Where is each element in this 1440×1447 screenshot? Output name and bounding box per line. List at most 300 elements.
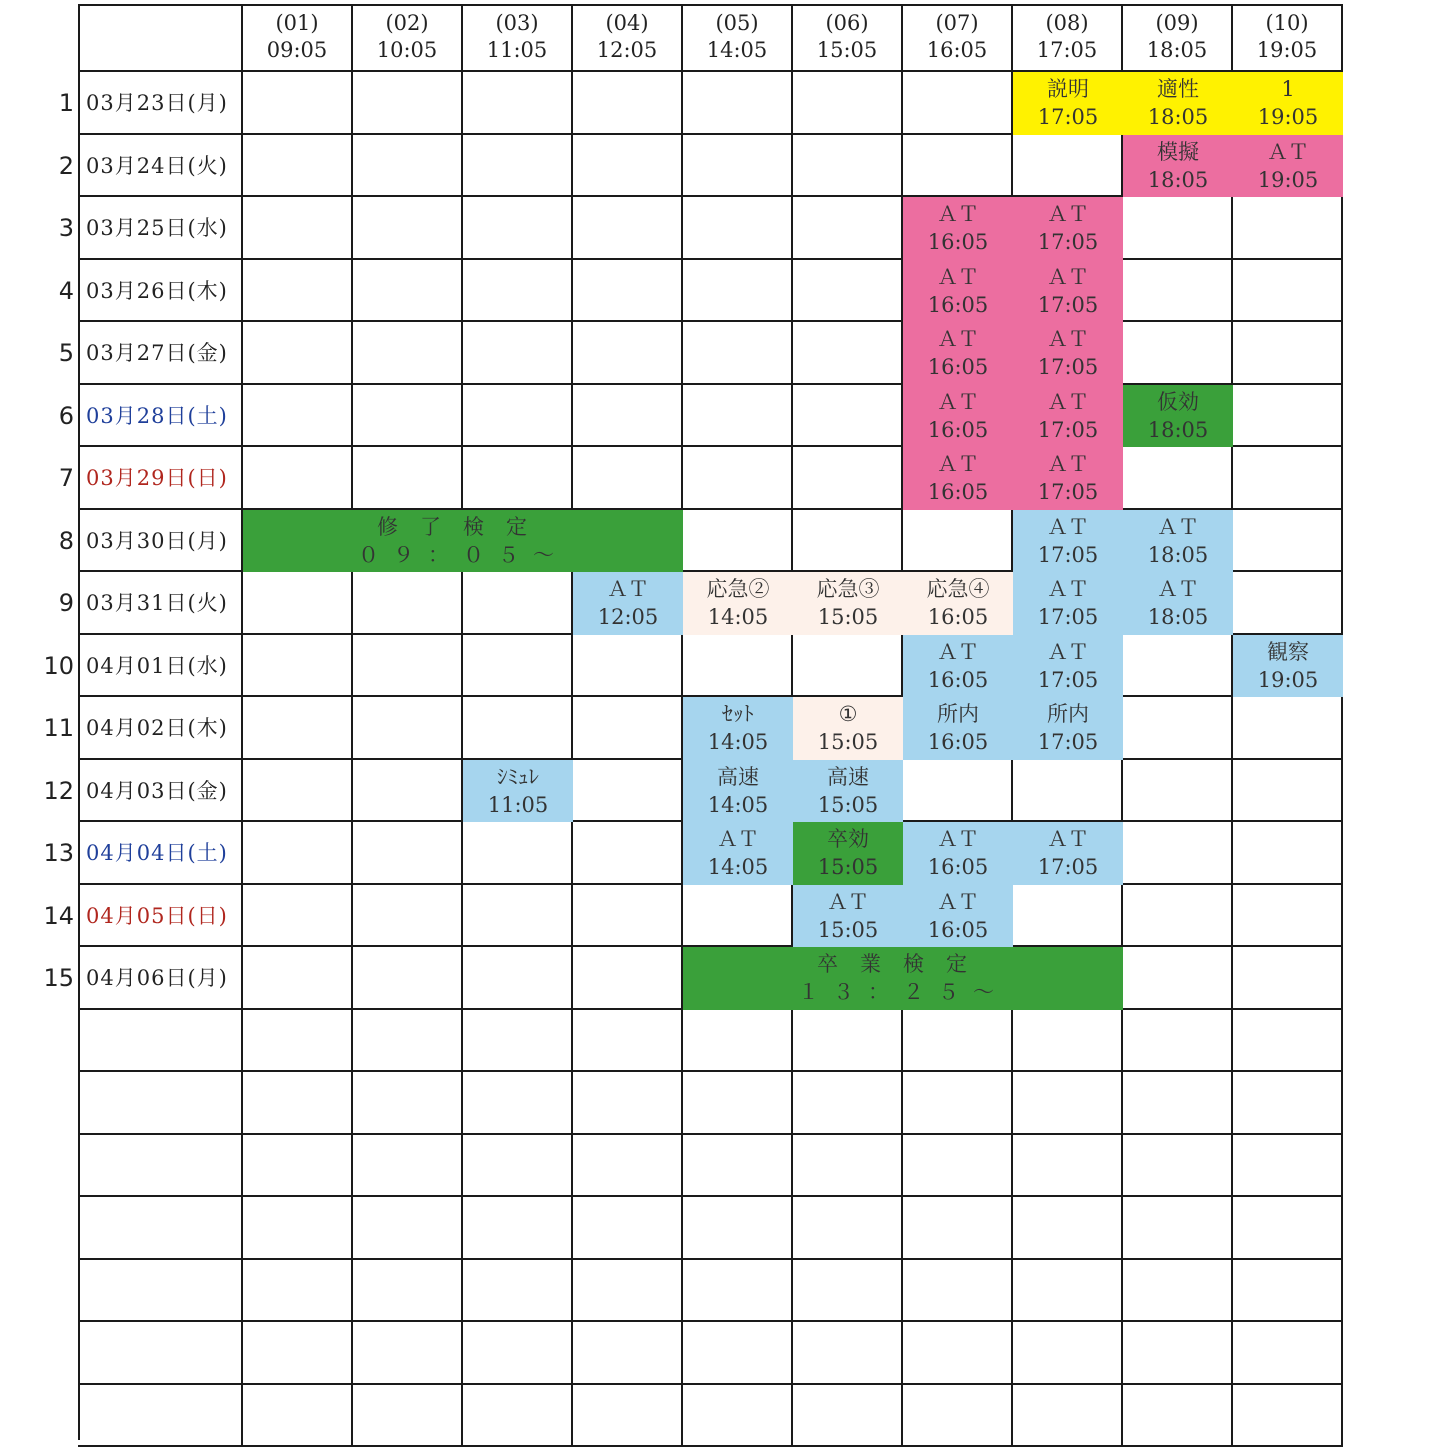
slot-cell[interactable] [1233,447,1343,510]
lesson-time: 16:05 [928,291,989,319]
slot-cell[interactable] [1123,1260,1233,1323]
lesson-block[interactable] [1233,135,1343,198]
lesson-block[interactable] [1123,572,1233,635]
slot-cell[interactable] [463,385,573,448]
slot-cell[interactable] [793,510,903,573]
period-header [903,4,1013,72]
slot-cell[interactable] [463,1072,573,1135]
slot-cell[interactable] [1233,885,1343,948]
slot-cell[interactable] [463,197,573,260]
period-header [1123,4,1233,72]
slot-cell[interactable] [903,135,1013,198]
date-cell: 03月30日(月) [78,510,243,573]
slot-cell[interactable] [463,322,573,385]
slot-cell[interactable] [1233,1385,1343,1447]
period-header [463,4,573,72]
slot-cell[interactable] [1013,1135,1123,1198]
slot-cell[interactable] [463,260,573,323]
date-cell [78,1260,243,1323]
lesson-block[interactable] [1123,510,1233,573]
slot-cell[interactable] [243,885,353,948]
lesson-time: 18:05 [1148,416,1209,444]
lesson-block[interactable] [903,197,1013,260]
slot-cell[interactable] [1013,885,1123,948]
lesson-block[interactable] [1013,822,1123,885]
lesson-name: 修了検定 [377,513,549,541]
slot-cell[interactable] [573,260,683,323]
slot-cell[interactable] [793,1385,903,1447]
lesson-block[interactable] [1013,510,1123,573]
lesson-block[interactable] [683,697,793,760]
slot-cell[interactable] [683,1260,793,1323]
slot-cell[interactable] [1013,1322,1123,1385]
lesson-time: 15:05 [818,791,879,819]
slot-cell[interactable] [903,1385,1013,1447]
slot-cell[interactable] [1233,1197,1343,1260]
slot-cell[interactable] [1123,697,1233,760]
lesson-time: 19:05 [1258,666,1319,694]
slot-cell[interactable] [353,760,463,823]
slot-cell[interactable] [1233,510,1343,573]
slot-cell[interactable] [683,197,793,260]
lesson-name: ＡＴ [1047,388,1089,416]
lesson-block[interactable] [463,760,573,823]
lesson-time: 17:05 [1038,478,1099,506]
slot-cell[interactable] [1233,1260,1343,1323]
slot-cell[interactable] [573,72,683,135]
lesson-name: ＡＴ [1047,263,1089,291]
slot-cell[interactable] [353,135,463,198]
slot-cell[interactable] [683,260,793,323]
slot-cell[interactable] [1013,1385,1123,1447]
period-header [1233,4,1343,72]
slot-cell[interactable] [573,822,683,885]
slot-cell[interactable] [463,885,573,948]
slot-cell[interactable] [353,1197,463,1260]
lesson-time: 16:05 [928,916,989,944]
row-number: 7 [34,447,74,510]
slot-cell[interactable] [683,322,793,385]
slot-cell[interactable] [243,760,353,823]
slot-cell[interactable] [1123,1385,1233,1447]
lesson-block[interactable] [903,447,1013,510]
lesson-block[interactable] [903,885,1013,948]
row-number: 13 [34,822,74,885]
date-cell: 04月01日(水) [78,635,243,698]
slot-cell[interactable] [1123,947,1233,1010]
slot-cell[interactable] [1123,197,1233,260]
slot-cell[interactable] [243,1135,353,1198]
slot-cell[interactable] [243,197,353,260]
period-number: (05) [715,10,758,37]
lesson-block[interactable] [793,697,903,760]
slot-cell[interactable] [1233,322,1343,385]
date-cell: 03月28日(土) [78,385,243,448]
lesson-time: 14:05 [708,728,769,756]
slot-cell[interactable] [463,1010,573,1073]
slot-cell[interactable] [793,135,903,198]
slot-cell[interactable] [353,447,463,510]
slot-cell[interactable] [463,1260,573,1323]
slot-cell[interactable] [353,822,463,885]
lesson-name: ＡＴ [1047,450,1089,478]
lesson-name: ｼﾐｭﾚ [497,763,539,791]
slot-cell[interactable] [683,385,793,448]
slot-cell[interactable] [573,1135,683,1198]
lesson-time: 17:05 [1038,353,1099,381]
slot-cell[interactable] [573,135,683,198]
lesson-time: 11:05 [488,791,549,819]
slot-cell[interactable] [573,947,683,1010]
slot-cell[interactable] [1233,1135,1343,1198]
slot-cell[interactable] [1123,1072,1233,1135]
slot-cell[interactable] [573,322,683,385]
slot-cell[interactable] [903,1072,1013,1135]
lesson-block[interactable] [683,760,793,823]
slot-cell[interactable] [793,1260,903,1323]
slot-cell[interactable] [243,260,353,323]
slot-cell[interactable] [243,1260,353,1323]
slot-cell[interactable] [1233,1322,1343,1385]
slot-cell[interactable] [573,1197,683,1260]
lesson-time: 16:05 [928,228,989,256]
slot-cell[interactable] [243,1197,353,1260]
slot-cell[interactable] [1013,1010,1123,1073]
slot-cell[interactable] [353,1135,463,1198]
slot-cell[interactable] [1013,760,1123,823]
date-cell: 03月25日(水) [78,197,243,260]
lesson-block[interactable] [903,822,1013,885]
slot-cell[interactable] [683,1010,793,1073]
slot-cell[interactable] [1123,447,1233,510]
slot-cell[interactable] [1123,1197,1233,1260]
slot-cell[interactable] [243,635,353,698]
lesson-time: 19:05 [1258,166,1319,194]
lesson-block[interactable] [1123,135,1233,198]
slot-cell[interactable] [683,72,793,135]
slot-cell[interactable] [903,1135,1013,1198]
slot-cell[interactable] [1233,1010,1343,1073]
lesson-block[interactable] [1013,260,1123,323]
lesson-block[interactable] [1013,635,1123,698]
slot-cell[interactable] [1123,885,1233,948]
slot-cell[interactable] [353,260,463,323]
slot-cell[interactable] [353,322,463,385]
slot-cell[interactable] [353,1322,463,1385]
slot-cell[interactable] [793,322,903,385]
slot-cell[interactable] [353,1072,463,1135]
lesson-time: 15:05 [818,853,879,881]
lesson-time: 16:05 [928,353,989,381]
slot-cell[interactable] [1013,135,1123,198]
lesson-time: 18:05 [1148,603,1209,631]
slot-cell[interactable] [683,510,793,573]
slot-cell[interactable] [353,1385,463,1447]
lesson-block[interactable] [683,572,793,635]
lesson-time: 17:05 [1038,416,1099,444]
slot-cell[interactable] [903,510,1013,573]
lesson-block[interactable] [793,760,903,823]
lesson-block[interactable] [1013,322,1123,385]
slot-cell[interactable] [1013,1197,1123,1260]
slot-cell[interactable] [463,1197,573,1260]
slot-cell[interactable] [683,1135,793,1198]
lesson-time: 18:05 [1148,103,1209,131]
slot-cell[interactable] [1123,635,1233,698]
lesson-time: 17:05 [1038,853,1099,881]
slot-cell[interactable] [1123,1010,1233,1073]
slot-cell[interactable] [573,1322,683,1385]
period-header [573,4,683,72]
period-header [243,4,353,72]
lesson-name: ＡＴ [937,450,979,478]
slot-cell[interactable] [1123,1322,1233,1385]
slot-cell[interactable] [793,447,903,510]
lesson-block[interactable] [1013,385,1123,448]
slot-cell[interactable] [243,1385,353,1447]
period-time: 16:05 [927,37,988,64]
lesson-name: 応急③ [817,575,880,603]
row-number: 3 [34,197,74,260]
slot-cell[interactable] [1123,760,1233,823]
slot-cell[interactable] [1123,322,1233,385]
lesson-block[interactable] [793,885,903,948]
lesson-name: ＡＴ [937,888,979,916]
lesson-block[interactable] [1013,447,1123,510]
slot-cell[interactable] [463,697,573,760]
slot-cell[interactable] [573,1010,683,1073]
lesson-time: 15:05 [818,603,879,631]
period-number: (02) [385,10,428,37]
lesson-time: 14:05 [708,791,769,819]
slot-cell[interactable] [683,635,793,698]
exam-block[interactable] [243,510,683,573]
period-time: 09:05 [267,37,328,64]
slot-cell[interactable] [243,135,353,198]
slot-cell[interactable] [243,72,353,135]
slot-cell[interactable] [463,1385,573,1447]
slot-cell[interactable] [463,822,573,885]
slot-cell[interactable] [903,1197,1013,1260]
slot-cell[interactable] [463,447,573,510]
row-number: 2 [34,135,74,198]
slot-cell[interactable] [573,760,683,823]
slot-cell[interactable] [243,572,353,635]
date-cell: 04月06日(月) [78,947,243,1010]
slot-cell[interactable] [353,72,463,135]
lesson-block[interactable] [903,572,1013,635]
slot-cell[interactable] [1123,1135,1233,1198]
slot-cell[interactable] [353,885,463,948]
slot-cell[interactable] [793,1197,903,1260]
slot-cell[interactable] [1233,385,1343,448]
lesson-block[interactable] [903,260,1013,323]
slot-cell[interactable] [903,1010,1013,1073]
lesson-name: 観察 [1267,638,1309,666]
slot-cell[interactable] [243,947,353,1010]
slot-cell[interactable] [573,635,683,698]
slot-cell[interactable] [243,385,353,448]
slot-cell[interactable] [243,822,353,885]
date-cell: 04月02日(木) [78,697,243,760]
row-number: 8 [34,510,74,573]
lesson-name: ＡＴ [937,825,979,853]
lesson-block[interactable] [1013,572,1123,635]
slot-cell[interactable] [463,72,573,135]
lesson-block[interactable] [1013,197,1123,260]
lesson-name: 仮効 [1157,388,1199,416]
slot-cell[interactable] [793,1322,903,1385]
slot-cell[interactable] [573,697,683,760]
date-cell: 03月31日(火) [78,572,243,635]
row-number: 1 [34,72,74,135]
lesson-name: ＡＴ [1157,575,1199,603]
period-number: (08) [1045,10,1088,37]
date-cell [78,1010,243,1073]
lesson-name: 応急④ [927,575,990,603]
slot-cell[interactable] [243,447,353,510]
slot-cell[interactable] [793,1010,903,1073]
row-number: 9 [34,572,74,635]
slot-cell[interactable] [793,635,903,698]
lesson-name: 所内 [1047,700,1089,728]
slot-cell[interactable] [903,1260,1013,1323]
lesson-block[interactable] [683,822,793,885]
slot-cell[interactable] [573,1260,683,1323]
lesson-block[interactable] [793,572,903,635]
slot-cell[interactable] [573,885,683,948]
slot-cell[interactable] [573,1385,683,1447]
slot-cell[interactable] [903,1322,1013,1385]
slot-cell[interactable] [1123,260,1233,323]
slot-cell[interactable] [1233,260,1343,323]
slot-cell[interactable] [1123,822,1233,885]
slot-cell[interactable] [463,635,573,698]
slot-cell[interactable] [683,135,793,198]
slot-cell[interactable] [793,260,903,323]
slot-cell[interactable] [1233,822,1343,885]
slot-cell[interactable] [683,1322,793,1385]
slot-cell[interactable] [1233,947,1343,1010]
slot-cell[interactable] [683,1072,793,1135]
slot-cell[interactable] [243,1072,353,1135]
lesson-block[interactable] [793,822,903,885]
lesson-block[interactable] [1233,72,1343,135]
slot-cell[interactable] [463,135,573,198]
lesson-time: 17:05 [1038,603,1099,631]
slot-cell[interactable] [793,72,903,135]
date-cell [78,1322,243,1385]
lesson-block[interactable] [903,635,1013,698]
slot-cell[interactable] [353,197,463,260]
slot-cell[interactable] [683,885,793,948]
slot-cell[interactable] [793,197,903,260]
lesson-time: 16:05 [928,853,989,881]
slot-cell[interactable] [353,385,463,448]
slot-cell[interactable] [243,697,353,760]
slot-cell[interactable] [793,385,903,448]
slot-cell[interactable] [353,1010,463,1073]
slot-cell[interactable] [243,1322,353,1385]
period-time: 14:05 [707,37,768,64]
period-number: (06) [825,10,868,37]
slot-cell[interactable] [683,447,793,510]
lesson-time: 14:05 [708,853,769,881]
slot-cell[interactable] [353,1260,463,1323]
lesson-block[interactable] [1123,385,1233,448]
lesson-name: ① [839,700,858,728]
slot-cell[interactable] [1013,1260,1123,1323]
slot-cell[interactable] [573,197,683,260]
slot-cell[interactable] [243,1010,353,1073]
lesson-block[interactable] [1013,72,1123,135]
slot-cell[interactable] [353,697,463,760]
lesson-time: 16:05 [928,603,989,631]
lesson-block[interactable] [573,572,683,635]
lesson-name: ｾｯﾄ [722,700,754,728]
date-cell: 04月04日(土) [78,822,243,885]
lesson-block[interactable] [1233,635,1343,698]
slot-cell[interactable] [573,447,683,510]
slot-cell[interactable] [573,1072,683,1135]
slot-cell[interactable] [683,1385,793,1447]
lesson-block[interactable] [903,697,1013,760]
slot-cell[interactable] [463,1322,573,1385]
lesson-name: 卒効 [827,825,869,853]
slot-cell[interactable] [1233,572,1343,635]
slot-cell[interactable] [903,760,1013,823]
slot-cell[interactable] [353,947,463,1010]
lesson-name: ＡＴ [1267,138,1309,166]
lesson-time: 17:05 [1038,291,1099,319]
lesson-time: 15:05 [818,916,879,944]
lesson-name: 適性 [1157,75,1199,103]
slot-cell[interactable] [573,385,683,448]
slot-cell[interactable] [1233,1072,1343,1135]
lesson-block[interactable] [903,322,1013,385]
period-header [793,4,903,72]
lesson-name: ＡＴ [1047,325,1089,353]
slot-cell[interactable] [683,1197,793,1260]
lesson-block[interactable] [1013,697,1123,760]
slot-cell[interactable] [1013,1072,1123,1135]
lesson-block[interactable] [903,385,1013,448]
exam-block[interactable] [683,947,1123,1010]
lesson-name: 1 [1281,75,1294,103]
slot-cell[interactable] [353,572,463,635]
slot-cell[interactable] [1233,760,1343,823]
lesson-name: ＡＴ [1047,638,1089,666]
period-number: (04) [605,10,648,37]
slot-cell[interactable] [353,635,463,698]
period-time: 18:05 [1147,37,1208,64]
slot-cell[interactable] [463,947,573,1010]
slot-cell[interactable] [463,1135,573,1198]
slot-cell[interactable] [1233,697,1343,760]
slot-cell[interactable] [793,1072,903,1135]
lesson-name: 卒業検定 [817,950,989,978]
slot-cell[interactable] [243,322,353,385]
row-number: 15 [34,947,74,1010]
slot-cell[interactable] [793,1135,903,1198]
lesson-block[interactable] [1123,72,1233,135]
lesson-time: １３：２５～ [798,978,1008,1006]
slot-cell[interactable] [463,572,573,635]
period-number: (07) [935,10,978,37]
lesson-time: 17:05 [1038,728,1099,756]
slot-cell[interactable] [1233,197,1343,260]
slot-cell[interactable] [903,72,1013,135]
